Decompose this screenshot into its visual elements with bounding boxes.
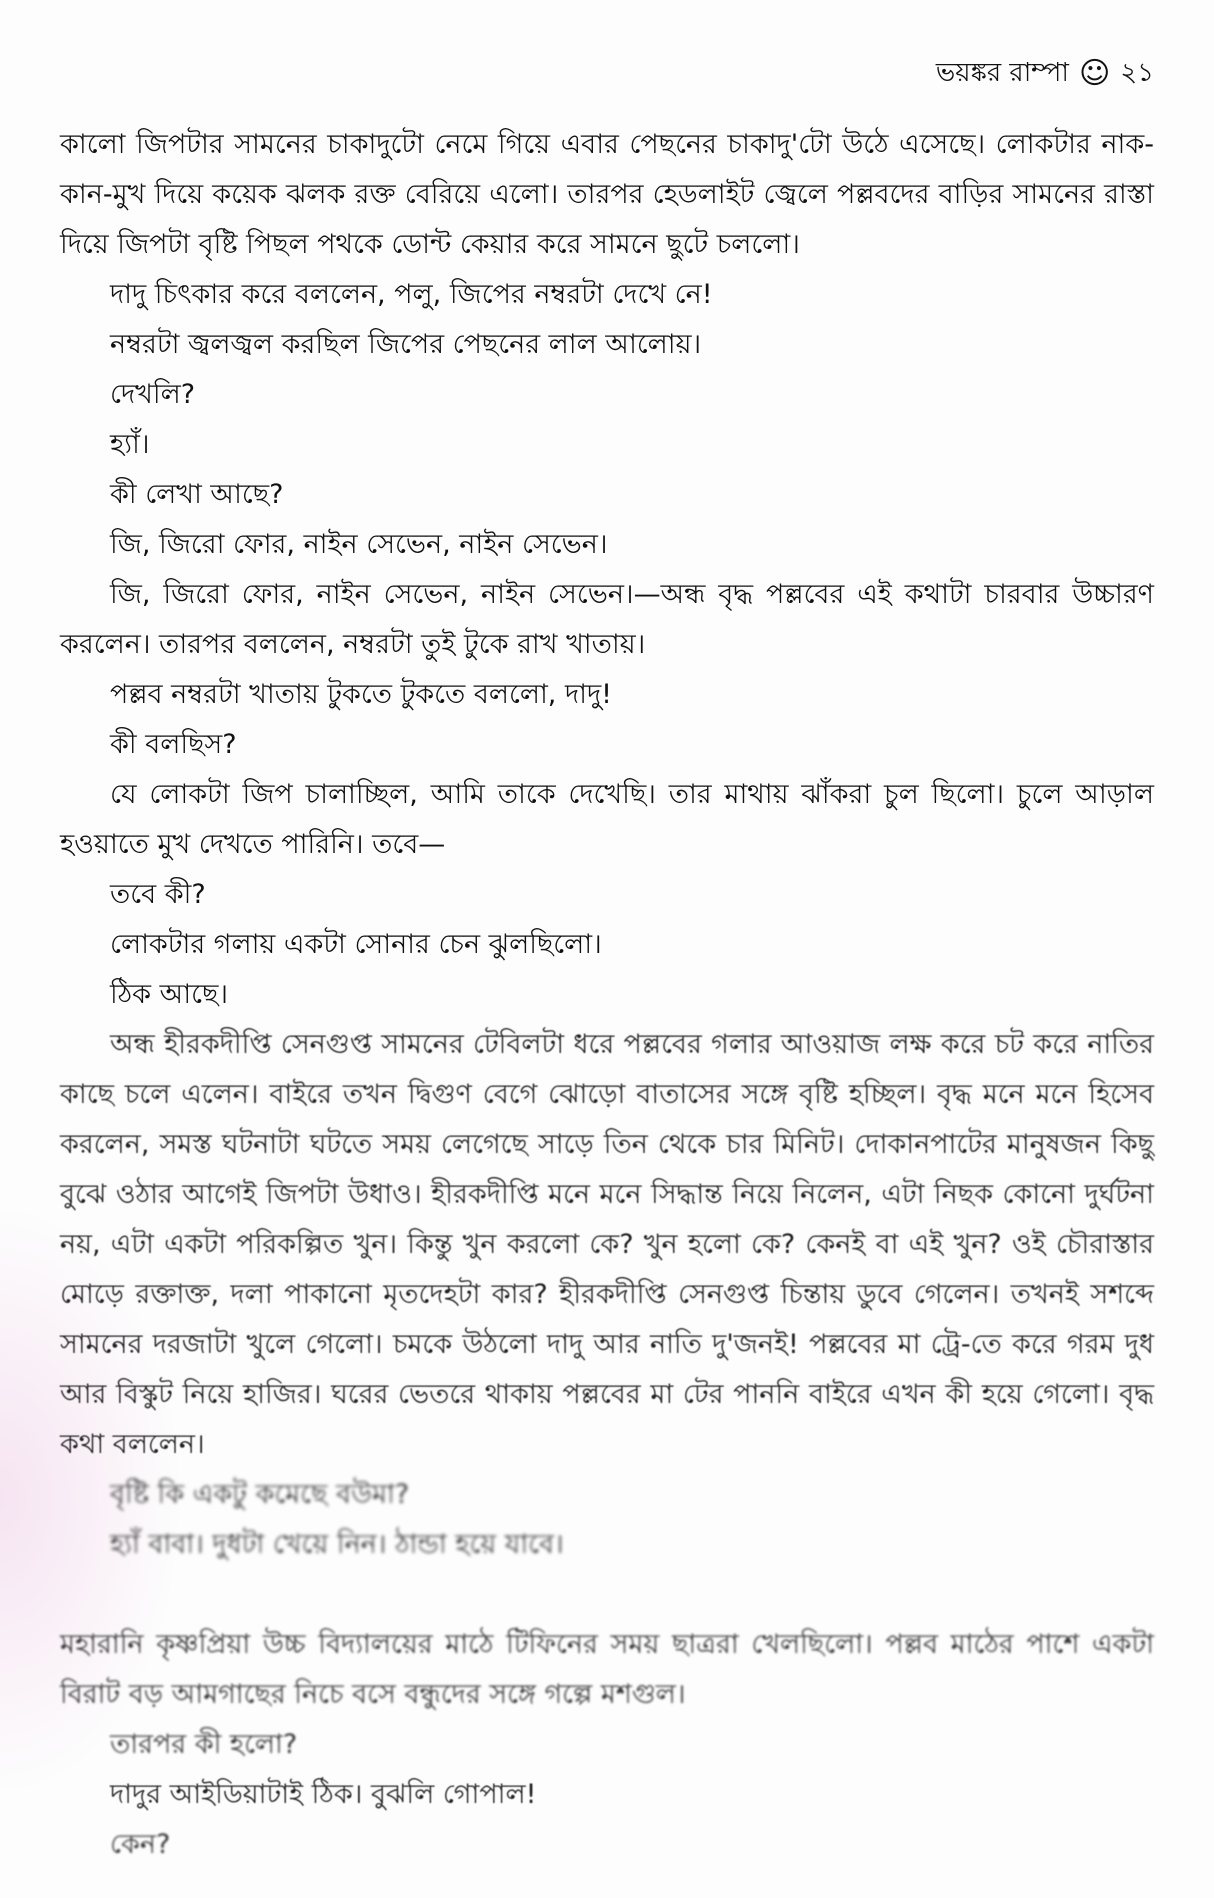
dialogue-line: তারপর কী হলো? [110,1729,298,1760]
smiley-icon: ☺ [1078,56,1111,91]
page-number: ২১ [1120,58,1154,88]
dialogue-line: লোকটার গলায় একটা সোনার চেন ঝুলছিলো। [110,929,602,960]
dialogue-line: দেখলি? [110,379,196,410]
dialogue-line: তবে কী? [110,879,206,910]
section-break [60,1570,1154,1620]
dialogue-line: হ্যাঁ। [110,429,150,460]
dialogue-line: কেন? [110,1829,171,1860]
dialogue-line: ঠিক আছে। [110,979,228,1010]
dialogue-line: পল্লব নম্বরটা খাতায় টুকতে টুকতে বললো, দাদু! [110,679,612,710]
body-text [60,120,1154,1870]
paragraph: জি, জিরো ফোর, নাইন সেভেন, নাইন সেভেন।—অন্ধ বৃদ্ধ পল্লবের এই কথাটা চারবার উচ্চারণ করলেন। তারপর বললেন, নম্বরটা তুই টুকে রাখ খাতায়। [60,579,1154,660]
dialogue-line: দাদু চিৎকার করে বললেন, পলু, জিপের নম্বরটা দেখে নে! [110,279,713,310]
dialogue-line: কী বলছিস? [110,729,237,760]
paragraph: নম্বরটা জ্বলজ্বল করছিল জিপের পেছনের লাল আলোয়। [110,329,702,360]
dialogue-line: জি, জিরো ফোর, নাইন সেভেন, নাইন সেভেন। [110,529,608,560]
dialogue-line: হ্যাঁ বাবা। দুধটা খেয়ে নিন। ঠান্ডা হয়ে যাবে। [110,1529,564,1560]
dialogue-line: কী লেখা আছে? [110,479,284,510]
book-title: ভয়ঙ্কর রাম্পা [935,58,1069,88]
paragraph: মহারানি কৃষ্ণপ্রিয়া উচ্চ বিদ্যালয়ের মাঠে টিফিনের সময় ছাত্ররা খেলছিলো। পল্লব মাঠের পাশে একটা বিরাট বড় আমগাছের নিচে বসে বন্ধুদের সঙ্গে গল্পে মশগুল। [60,1629,1154,1710]
paragraph: কালো জিপটার সামনের চাকাদুটো নেমে গিয়ে এবার পেছনের চাকাদু'টো উঠে এসেছে। লোকটার নাক-কান-মুখ দিয়ে কয়েক ঝলক রক্ত বেরিয়ে এলো। তারপর হেডলাইট জ্বেলে পল্লবদের বাড়ির সামনের রাস্তা দিয়ে জিপটা বৃষ্টি পিছল পথকে ডোন্ট কেয়ার করে সামনে ছুটে চললো। [60,129,1154,260]
paragraph: অন্ধ হীরকদীপ্তি সেনগুপ্ত সামনের টেবিলটা ধরে পল্লবের গলার আওয়াজ লক্ষ করে চট করে নাতির কাছে চলে এলেন। বাইরে তখন দ্বিগুণ বেগে ঝোড়ো বাতাসের সঙ্গে বৃষ্টি হচ্ছিল। বৃদ্ধ মনে মনে হিসেব করলেন, সমস্ত ঘটনাটা ঘটতে সময় লেগেছে সাড়ে তিন থেকে চার মিনিট। দোকানপাটের মানুষজন কিছু বুঝে ওঠার আগেই জিপটা উধাও। হীরকদীপ্তি মনে মনে সিদ্ধান্ত নিয়ে নিলেন, এটা নিছক কোনো দুর্ঘটনা নয়, এটা একটা পরিকল্পিত খুন। কিন্তু খুন করলো কে? খুন হলো কে? কেনই বা এই খুন? ওই চৌরাস্তার মোড়ে রক্তাক্ত, দলা পাকানো মৃতদেহটা কার? হীরকদীপ্তি সেনগুপ্ত চিন্তায় ডুবে গেলেন। তখনই সশব্দে সামনের দরজাটা খুলে গেলো। চমকে উঠলো দাদু আর নাতি দু'জনই! পল্লবের মা ট্রে-তে করে গরম দুধ আর বিস্কুট নিয়ে হাজির। ঘরের ভেতরে থাকায় পল্লবের মা টের পাননি বাইরে এখন কী হয়ে গেলো। বৃদ্ধ কথা বললেন। [60,1029,1154,1460]
paragraph: যে লোকটা জিপ চালাচ্ছিল, আমি তাকে দেখেছি। তার মাথায় ঝাঁকরা চুল ছিলো। চুলে আড়াল হওয়াতে মুখ দেখতে পারিনি। তবে— [60,779,1154,860]
running-head [936,52,1154,96]
dialogue-line: দাদুর আইডিয়াটাই ঠিক। বুঝলি গোপাল! [110,1779,537,1810]
dialogue-line: বৃষ্টি কি একটু কমেছে বউমা? [110,1479,410,1510]
